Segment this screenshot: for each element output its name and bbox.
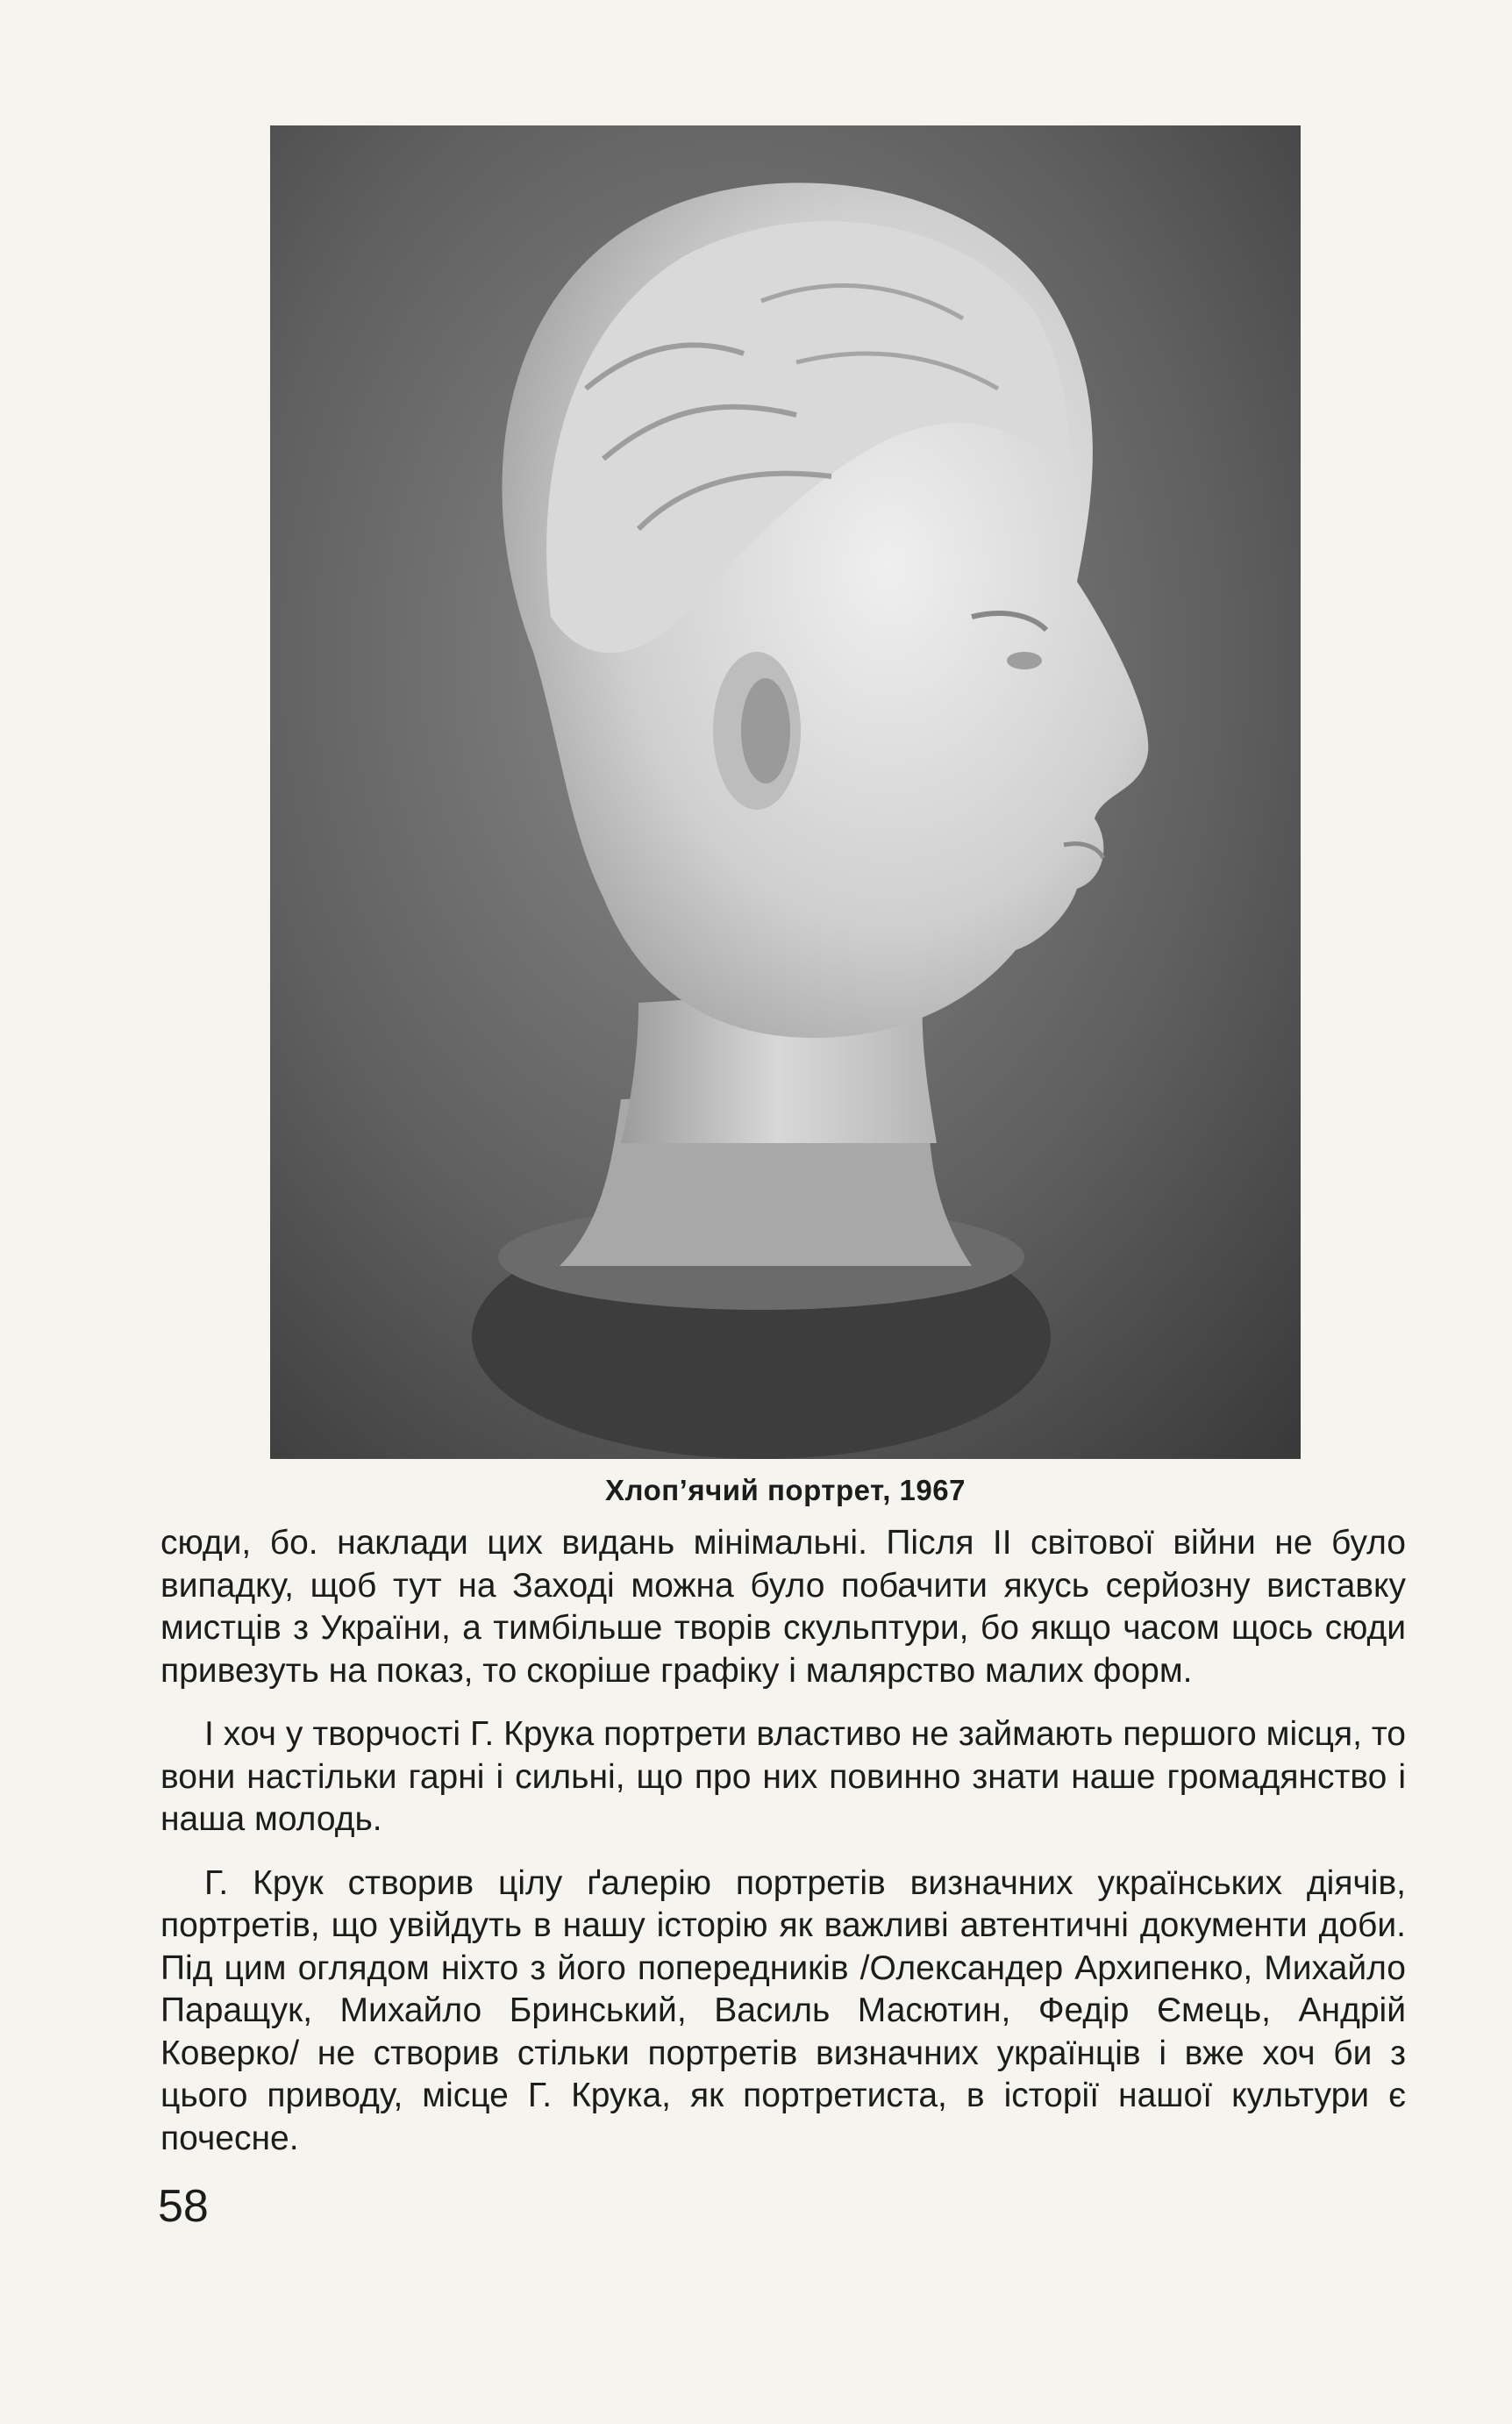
article-body	[160, 1522, 1406, 2181]
paragraph: сюди, бо. наклади цих видань мінімальні. Після II світової війни не було випадку, щоб тут на Заході можна було побачити якусь серйозну виставку мистців з України, а тимбільше творів скульптури, бо якщо часом щось сюди привезуть на показ, то скоріше графіку і малярство малих форм.	[160, 1524, 1406, 1690]
sculpture-illustration	[270, 125, 1301, 1459]
paragraph: І хоч у творчості Г. Крука портрети властиво не займають першого місця, то вони настільки гарні і сильні, що про них повинно знати наше громадянство і наша молодь.	[160, 1715, 1406, 1838]
paragraph: Г. Крук створив цілу ґалерію портретів визначних українських діячів, портретів, що увійдуть в нашу історію як важливі автентичні документи доби. Під цим оглядом ніхто з його попередників /Олександер Архипенко, Михайло Паращук, Михайло Бринський, Василь Масютин, Федір Ємець, Андрій Коверко/ не створив стільки портретів визначних українців і вже хоч би з цього приводу, місце Г. Крука, як портретиста, в історії нашої культури є почесне.	[160, 1863, 1406, 2157]
sculpture-photo	[270, 125, 1301, 1459]
page-number: 58	[158, 2181, 209, 2232]
figure-caption: Хлоп’ячий портрет, 1967	[605, 1474, 966, 1506]
